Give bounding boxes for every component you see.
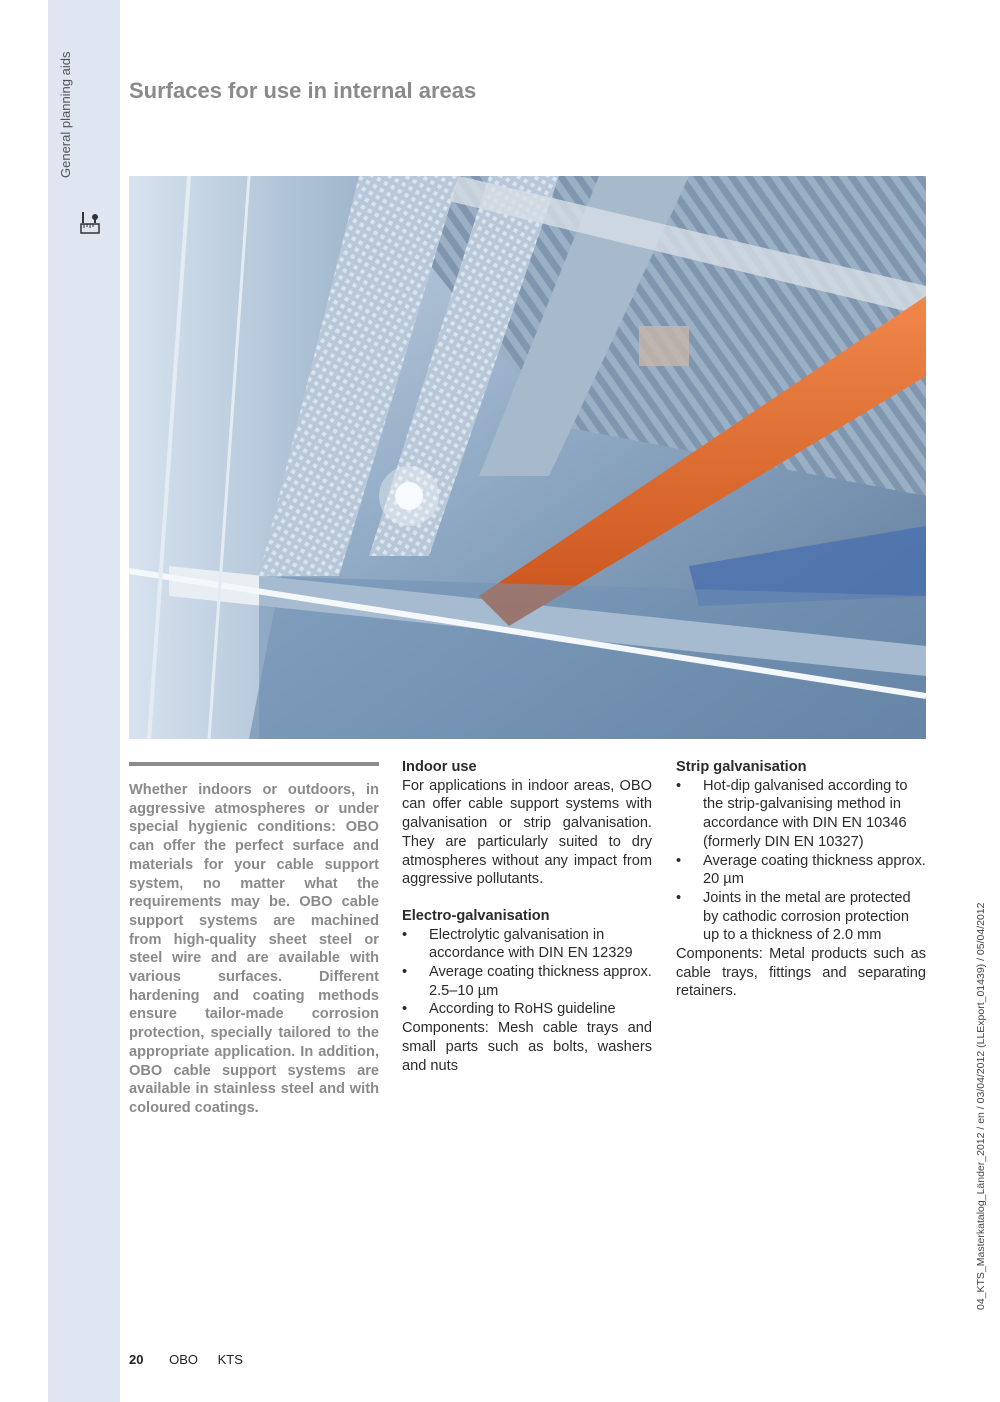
- strip-heading: Strip galvanisation: [676, 759, 807, 775]
- print-meta: 04_KTS_Masterkatalog_Länder_2012 / en / 03/04/2012 (LLExport_01439) / 05/04/2012: [975, 902, 987, 1310]
- list-item: • According to RoHS guideline: [402, 1001, 616, 1018]
- strip-components: Components: Metal products such as cable trays, fittings and separating retainers.: [676, 946, 926, 1000]
- intro-rule: [129, 762, 379, 766]
- list-item: • Joints in the metal are protected by cathodic corrosion protection up to a thickness of 2.0 mm: [676, 889, 911, 944]
- page-footer: [129, 1352, 243, 1367]
- list-item: • Average coating thickness approx. 20 µm: [676, 852, 926, 888]
- section-label: General planning aids: [58, 51, 73, 178]
- footer-section: KTS: [217, 1352, 243, 1367]
- column-strip: [676, 758, 926, 1001]
- column-indoor: [402, 758, 652, 1075]
- ceiling-photo: [129, 176, 926, 739]
- list-item: • Hot-dip galvanised according to the strip-galvanising method in accordance with DIN EN 10346 (formerly DIN EN 10327): [676, 777, 908, 850]
- indoor-heading: Indoor use: [402, 759, 477, 775]
- page-title: Surfaces for use in internal areas: [129, 78, 477, 103]
- page-number: 20: [129, 1352, 144, 1367]
- electro-components: Components: Mesh cable trays and small parts such as bolts, washers and nuts: [402, 1020, 652, 1074]
- list-item: • Electrolytic galvanisation in accordance with DIN EN 12329: [402, 926, 633, 962]
- indoor-text: For applications in indoor areas, OBO can offer cable support systems with galvanisation or strip galvanisation. They are particularly suited to dry atmospheres without any impact from aggressive pollutants.: [402, 777, 652, 888]
- measuring-tools-icon: [80, 211, 100, 235]
- intro-text: Whether indoors or outdoors, in aggressive atmospheres or under special hygienic conditions: OBO can offer the perfect surface and materials for your cable support system, no matter what the requirements may be. OBO cable support systems are machined from high-quality sheet steel or steel wire and are available with various surfaces. Different hardening and coating methods ensure tailor-made corrosion protection, specially tailored to the appropriate application. In addition, OBO cable support systems are available in stainless steel and with coloured coatings.: [129, 782, 379, 1116]
- footer-brand: OBO: [169, 1352, 198, 1367]
- list-item: • Average coating thickness approx. 2.5–10 µm: [402, 964, 652, 999]
- electro-heading: Electro-galvanisation: [402, 907, 550, 924]
- electro-list: [402, 926, 652, 1020]
- strip-list: [676, 777, 926, 945]
